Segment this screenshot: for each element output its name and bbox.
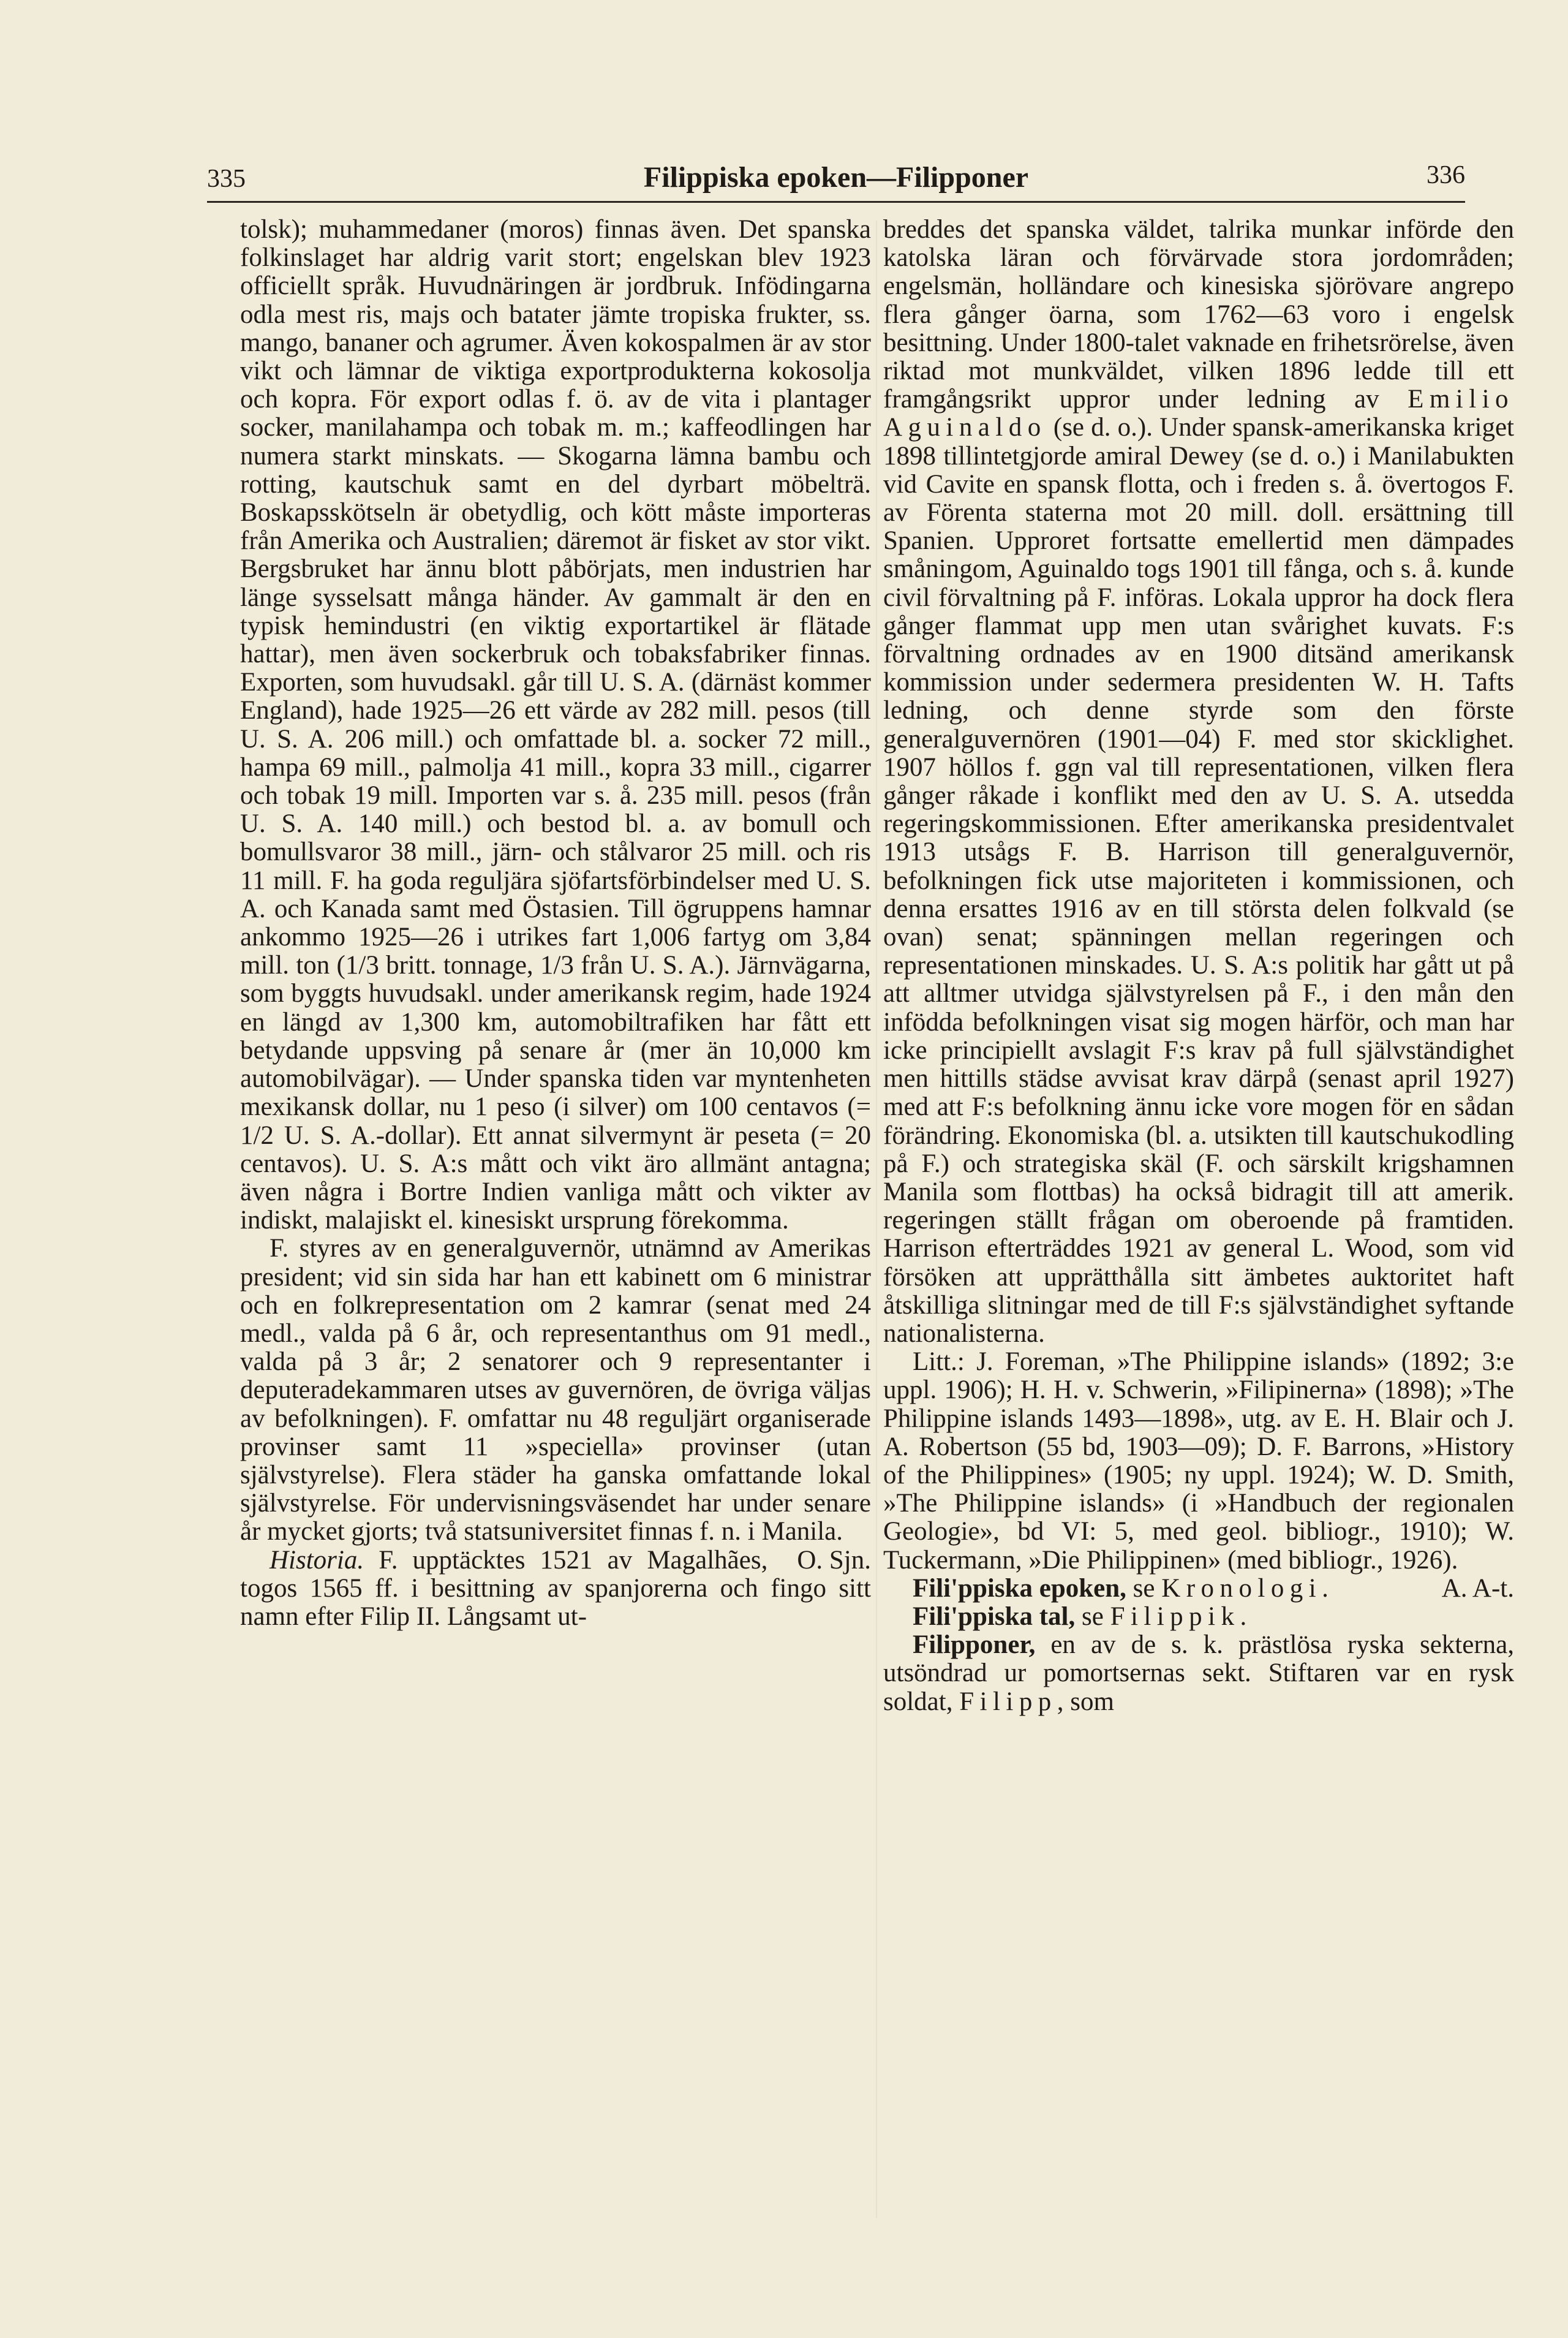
right-column <box>883 216 1514 1716</box>
history-heading: Historia. <box>270 1545 364 1575</box>
entry-head: Fili'ppiska tal, <box>913 1602 1076 1631</box>
paragraph-government-text: F. styres av en generalguvernör, utnämnd av Amerikas president; vid sin sida har han ett kabinett om 6 ministrar och en folkrepresentation om 2 kamrar (senat med 24 medl., valda på 6 år, och representanthus om 91 medl., valda på 3 år; 2 senatorer och 9 representanter i deputeradekammaren utses av guvernören, de övriga väljas av befolkningen). F. omfattar nu 48 reguljärt organiserade provinser samt 11 »speciella» provinser (utan självstyrelse). Flera städer ha ganska omfattande lokal självstyrelse. För undervisningsväsendet har under senare år mycket gjorts; två statsuniversitet finnas f. n. i Manila. <box>240 1234 871 1546</box>
entry-text: en av de s. k. prästlösa ryska sekterna, utsöndrad ur pomortsernas sekt. Stiftaren var en rysk soldat, <box>883 1630 1514 1716</box>
left-column <box>240 216 871 1631</box>
cross-reference-link[interactable]: Filippik <box>1110 1602 1240 1631</box>
entry-tail: . <box>1322 1573 1329 1603</box>
history-cont-text-a: breddes det spanska väldet, talrika munkar införde den katolska läran och förvärvade stora jordområden; engelsmän, holländare och kinesiska sjörövare angrepo flera gånger öarna, som 1762—63 voro i engelsk besittning. Under 1800-talet vaknade en frihetsrörelse, även riktad mot munkväldet, vilken 1896 ledde till ett framgångsrikt uppror under ledning av <box>883 215 1514 414</box>
entry-tail: , som <box>1057 1687 1114 1716</box>
spaced-name-aguinaldo: Emilio Aguinaldo <box>883 385 1514 442</box>
entry-filippiska-tal <box>883 1603 1514 1631</box>
literature-signature: A. A-t. <box>1441 1573 1514 1603</box>
history-cont-text-b: (se d. o.). Under spansk-amerikanska kriget 1898 tillintetgjorde amiral Dewey (se d. o.) i Manilabukten vid Cavite en spansk flotta, och i freden s. å. övertogos F. av Förenta staterna mot 20 mill. doll. ersättning till Spanien. Upproret fortsatte emellertid men dämpades småningom, Aguinaldo togs 1901 till fånga, och s. å. kunde civil förvaltning på F. införas. Lokala uppror ha dock flera gånger flammat upp men utan svårighet kuvats. F:s förvaltning ordnades av en 1900 ditsänd amerikansk kommission under sedermera presidenten W. H. Tafts ledning, och denne styrde som den förste generalguvernören (1901—04) F. med stor skicklighet. 1907 höllos f. ggn val till representationen, vilken flera gånger råkade i konflikt med den av U. S. A. utsedda regeringskommissionen. Efter amerikanska presidentvalet 1913 utsågs F. B. Harrison till generalguvernör, befolkningen fick utse majoriteten i kommissionen, och denna ersattes 1916 av en till största delen folkvald (se ovan) senat; spänningen mellan regeringen och representationen minskades. U. S. A:s politik har gått ut på att alltmer utvidga självstyrelsen på F., i den mån den infödda befolkningen visat sig mogen härför, och man har icke principiellt avslagit F:s krav på full självständighet men hittills städse avvisat krav därpå (senast april 1927) med att F:s befolkning ännu icke vore mogen för en sådan förändring. Ekonomiska (bl. a. utsikten till kautschukodling på F.) och strategiska skäl (F. och särskilt krigshamnen Manila som flottbas) ha också bidragit till att amerik. regeringen ställt frågan om oberoende på framtiden. Harrison efterträddes 1921 av general L. Wood, som vid försöken att upprätthålla sitt ämbetes auktoritet haft åtskilliga slitningar med de till F:s självständighet syftande nationalisterna. <box>883 413 1514 1348</box>
literature-text: Litt.: J. Foreman, »The Philippine islands» (1892; 3:e uppl. 1906); H. H. v. Schwerin, »Filipinerna» (1898); »The Philippine islands 1493—1898», utg. av E. H. Blair och J. A. Robertson (55 bd, 1903—09); D. F. Barrons, »History of the Philippines» (1905; ny uppl. 1924); W. D. Smith, »The Philippine islands» (i »Handbuch der regionalen Geologie», bd VI: 5, med geol. bibliogr., 1910); W. Tuckermann, »Die Philippinen» (med bibliogr., 1926). <box>883 1347 1514 1575</box>
paragraph-history-continued <box>883 216 1514 1348</box>
page-header <box>207 161 1465 197</box>
entry-head: Filipponer, <box>913 1630 1036 1660</box>
column-gutter <box>876 221 877 2218</box>
entry-head: Fili'ppiska epoken, <box>913 1573 1126 1603</box>
paragraph-economy: tolsk); muhammedaner (moros) finnas även. Det spanska folkinslaget har aldrig varit stort; engelskan blev 1923 officiellt språk. Huvudnäringen är jordbruk. Infödingarna odla mest ris, majs och batater jämte tropiska frukter, ss. mango, bananer och agrumer. Även kokospalmen är av stor vikt och lämnar de viktiga exportprodukterna kokosolja och kopra. För export odlas f. ö. av de vita i plantager socker, manilahampa och tobak m. m.; kaffeodlingen har numera starkt minskats. — Skogarna lämna bambu och rotting, kautschuk samt en del dyrbart möbelträ. Boskapsskötseln är obetydlig, och kött måste importeras från Amerika och Australien; däremot är fisket av stor vikt. Bergsbruket har ännu blott påbörjats, men industrien har länge sysselsatt många händer. Av gammalt är den en typisk hemindustri (en viktig exportartikel är flätade hattar), men även sockerbruk och tobaksfabriker finnas. Exporten, som huvudsakl. går till U. S. A. (därnäst kommer England), hade 1925—26 ett värde av 282 mill. pesos (till U. S. A. 206 mill.) och omfattade bl. a. socker 72 mill., hampa 69 mill., palmolja 41 mill., kopra 33 mill., cigarrer och tobak 19 mill. Importen var s. å. 235 mill. pesos (från U. S. A. 140 mill.) och bestod bl. a. av bomull och bomullsvaror 38 mill., järn- och stålvaror 25 mill. och ris 11 mill. F. ha goda reguljära sjöfartsförbindelser med U. S. A. och Kanada samt med Östasien. Till ögruppens hamnar ankommo 1925—26 i utrikes fart 1,006 fartyg om 3,84 mill. ton (1/3 britt. tonnage, 1/3 från U. S. A.). Järnvägarna, som byggts huvudsakl. under amerikansk regim, hade 1924 en längd av 1,300 km, automobiltrafiken har fått ett betydande uppsving på senare år (mer än 10,000 km automobilvägar). — Under spanska tiden var myntenheten mexikansk dollar, nu 1 peso (i silver) om 100 centavos (= 1/2 U. S. A.-dollar). Ett annat silvermynt är peseta (= 20 centavos). U. S. A:s mått och vikt äro allmänt antagna; även några i Bortre Indien vanliga mått och vikter av indiskt, malajiskt el. kinesiskt ursprung förekomma. <box>240 215 871 1235</box>
page-number-left: 335 <box>207 165 246 193</box>
spaced-name-filipp: Filipp <box>959 1687 1057 1716</box>
running-title: Filippiska epoken—Filipponer <box>643 161 1029 194</box>
page-number-right: 336 <box>1427 161 1465 189</box>
header-rule <box>207 201 1465 203</box>
cross-reference-link[interactable]: Kronologi <box>1161 1573 1322 1603</box>
history-text: F. upptäcktes 1521 av Magalhães, togos 1565 ff. i besittning av spanjorerna och fingo sitt namn efter Filip II. Långsamt ut- <box>240 1545 871 1631</box>
entry-text: se <box>1075 1602 1110 1631</box>
entry-filipponer <box>883 1631 1514 1716</box>
author-signature: O. Sjn. <box>797 1545 871 1575</box>
entry-tail: . <box>1240 1602 1247 1631</box>
entry-text: se <box>1126 1573 1162 1603</box>
